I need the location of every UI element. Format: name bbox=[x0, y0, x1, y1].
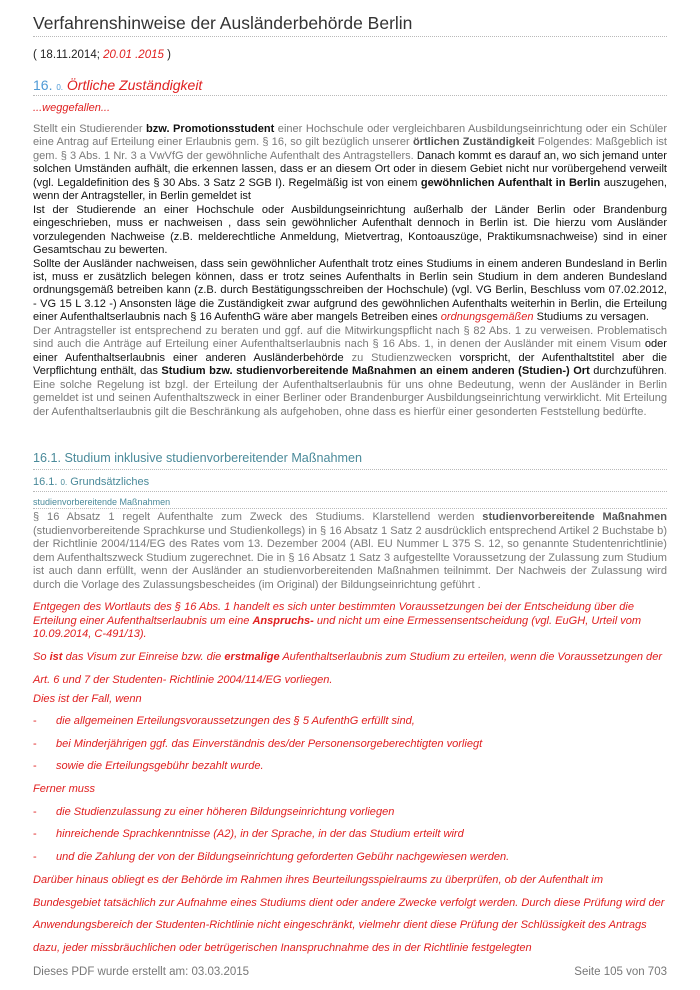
red-paragraph-beurteilung: Darüber hinaus obliegt es der Behörde im Rahmen ihres Beurteilungsspielraums zu überprüfen, ob der Aufenthalt im Bundesgebiet tatsächlich zur Aufnahme eines Studiums dient oder andere Zwecke verfolgt werden. Durch diese Prüfung wird der Anwendungsbereich der Studenten-Richtlinie nicht eingeschränkt, vielmehr dient diese Prüfung der Schlüssigkeit des Antrags dazu, jeder missbräuchlichen oder betrügerischen Inanspruchnahme des in der Richtlinie festgelegten bbox=[33, 874, 665, 954]
list-item-text: bei Minderjährigen ggf. das Einverständnis des/der Personensorgeberechtigten vorliegt bbox=[56, 738, 483, 750]
subsection-marker: 0. bbox=[60, 478, 68, 487]
title-divider bbox=[33, 36, 667, 37]
text-bold: erstmalige bbox=[224, 651, 280, 663]
red-paragraph-fall: Dies ist der Fall, wenn bbox=[33, 693, 142, 705]
text-run-dark: Danach kommt es darauf an, wo sich jemand unter solchen Umständen aufhält, die erkennen lassen, dass er an diesem Ort oder in diesem Gebiet nicht nur vorübergehend verweilt (vgl. Legaldefinition des § 30 Abs. 3 Satz 2 SGB I). Regelmäßig ist von einem bbox=[33, 149, 667, 189]
section-16-heading bbox=[33, 77, 202, 93]
text-run: Der Antragsteller ist entsprechend zu beraten und ggf. auf die Mitwirkungspflicht nach § 82 Abs. 1 zu verweisen. Problematisch sind auch die Anträge auf Erteilung einer Aufenthaltserlaubnis nach § 16 Abs. 1, in denen der Ausländer mit einem Visum bbox=[33, 324, 667, 351]
bullet-dash: - bbox=[33, 851, 37, 863]
text-run: (studienvorbereitende Sprachkurse und Studienkollegs) in § 16 Absatz 1 Satz 2 ausdrücklich entsprechend Artikel 2 Buchstabe b) der Richtlinie 2004/114/EG des Rates vom 13. Dezember 2004 (ABl. EU Nummer L 375 S. 12, so genannte Studentenrichtlinie) dem Aufenthaltszweck Studium zugerechnet. Die in § 16 Absatz 1 Satz 3 aufgestellte Voraussetzung der Zulassung zum Studium ist auch dann erfüllt, wenn der Ausländer an studienvorbereitenden Maßnahmen teilnimmt. Der Nachweis der Zulassung wird durch die Vorlage des Zulassungsbescheides (im Original) der Bildungseinrichtung geführt . bbox=[33, 524, 667, 591]
paragraph-nachweis: Ist der Studierende an einer Hochschule oder Ausbildungseinrichtung außerhalb der Länder Berlin oder Brandenburg eingeschrieben, muss er nachweisen , dass sein gewöhnlicher Aufenthalt dennoch in Berlin ist. Die hierzu vom Ausländer vorzulegenden Nachweise (z.B. melderechtliche Anmeldung, Mietvertrag, Kontoauszüge, Praktikumsnachweise) sind in einer Gesamtschau zu bewerten. bbox=[33, 203, 667, 257]
bullet-dash: - bbox=[33, 760, 37, 772]
text-run-dark: auszugehen, wenn der Antragsteller, in Berlin gemeldet ist bbox=[33, 176, 667, 203]
text-run-dark: vorspricht, der Aufenthaltstitel aber die Verpflichtung enthält, das bbox=[33, 351, 667, 378]
text-bold: ist bbox=[49, 651, 63, 663]
red-paragraph-ferner: Ferner muss bbox=[33, 783, 95, 795]
text-run-dark: Studiums zu versagen. bbox=[533, 311, 649, 324]
subsection-heading bbox=[33, 476, 149, 488]
text-run-dark: durchzuführen bbox=[589, 365, 664, 378]
text-bold: gewöhnlichen Aufenthalt in Berlin bbox=[420, 176, 601, 189]
text-bold: bzw. Promotionsstudent bbox=[146, 123, 275, 135]
list-item-text: und die Zahlung der von der Bildungseinrichtung geforderten Gebühr nachgewiesen werden. bbox=[56, 851, 510, 863]
red-paragraph-anspruch bbox=[33, 601, 667, 642]
section-16-1-heading: 16.1. Studium inklusive studienvorbereitender Maßnahmen bbox=[33, 451, 363, 465]
version-dates bbox=[33, 49, 171, 61]
text-run: einer Hochschule oder vergleichbaren Ausbildungseinrichtung oder ein Schüler eine Antrag auf Erteilung einer Erlaubnis gem. § 16, so gilt bezüglich unserer bbox=[33, 123, 668, 149]
text-run: zu Studienzwecken bbox=[343, 351, 460, 364]
text-red-italic: ordnungsgemäßen bbox=[440, 311, 534, 324]
bullet-dash: - bbox=[33, 806, 37, 818]
red-paragraph-visum bbox=[33, 646, 667, 691]
body-text-zustaendigkeit bbox=[33, 123, 667, 419]
body-text-studium bbox=[33, 511, 667, 592]
text-run: Folgendes: Maßgeblich ist gem. § 3 Abs. 1 Nr. 3 a VwVfG der gewöhnliche Aufenthalt des Antragstellers. bbox=[33, 136, 667, 162]
text-run: . Eine solche Regelung ist bzgl. der Erteilung der Aufenthaltserlaubnis für uns ohne Bedeutung, wenn der Ausländer in Berlin gemeldet ist und seinen Aufenthaltszweck in einer Berliner oder Brandenburger Ausbildungseinrichtung verwirklicht. Mit Erteilung der Aufenthaltserlaubnis gilt die Beschränkung als aufgehoben, ohne dass es hierfür einer gesonderten Feststellung bedürfte. bbox=[33, 365, 667, 418]
text-run: Aufenthaltserlaubnis zum Studium zu erteilen, wenn die Voraussetzungen der Art. 6 und 7 der Studenten- Richtlinie 2004/114/EG vorliegen. bbox=[33, 651, 663, 686]
topic-label: studienvorbereitende Maßnahmen bbox=[33, 497, 171, 507]
text-run: das Visum zur Einreise bzw. die bbox=[62, 651, 225, 663]
date-updated: 20.01 .2015 bbox=[103, 49, 164, 61]
subsection-number: 16.1. bbox=[33, 476, 58, 488]
page-footer bbox=[33, 966, 667, 978]
text-bold: Studium bzw. studienvorbereitende Maßnahmen an einem anderen (Studien-) Ort bbox=[161, 365, 590, 378]
topic-divider bbox=[33, 508, 667, 509]
list-item-text: sowie die Erteilungsgebühr bezahlt wurde. bbox=[56, 760, 264, 772]
footer-page-number: Seite 105 von 703 bbox=[574, 966, 667, 978]
section-title: Örtliche Zuständigkeit bbox=[66, 77, 203, 93]
page-title: Verfahrenshinweise der Ausländerbehörde Berlin bbox=[33, 13, 413, 33]
text-run-dark: Sollte der Ausländer nachweisen, dass sein gewöhnlicher Aufenthalt trotz eines Studiums in einem anderen Bundesland in Berlin ist, muss er zusätzlich belegen können, dass er trotz seines Aufenthalts in Berlin sein Studium in dem anderen Bundesland ordnungsgemäß betreiben kann (z.B. durch Bestätigungsschreiben der Hochschule) (vgl. VG Berlin, Beschluss vom 07.02.2012, - VG 15 L 3.12 -) Ansonsten läge die Zuständigkeit zwar aufgrund des gewöhnlichen Aufenthalts weiterhin in Berlin, die Erteilung einer Aufenthaltserlaubnis nach § 16 AufenthG wäre aber mangels Betreiben eines bbox=[33, 257, 667, 324]
date-prefix: ( 18.11.2014; bbox=[33, 49, 104, 61]
section-marker: 0. bbox=[56, 83, 64, 92]
list-item-text: die allgemeinen Erteilungsvoraussetzungen des § 5 AufenthG erfüllt sind, bbox=[56, 715, 415, 727]
text-bold: Anspruchs- bbox=[252, 614, 314, 627]
text-run: § 16 Absatz 1 regelt Aufenthalte zum Zweck des Studiums. Klarstellend werden bbox=[33, 511, 483, 523]
footer-created-date: Dieses PDF wurde erstellt am: 03.03.2015 bbox=[33, 966, 250, 978]
section-number: 16. bbox=[33, 77, 53, 93]
list-item-text: hinreichende Sprachkenntnisse (A2), in der Sprache, in der das Studium erteilt wird bbox=[56, 828, 464, 840]
bullet-dash: - bbox=[33, 715, 37, 727]
list-item-text: die Studienzulassung zu einer höheren Bildungseinrichtung vorliegen bbox=[56, 806, 395, 818]
bullet-dash: - bbox=[33, 828, 37, 840]
subsection-divider bbox=[33, 491, 667, 492]
text-run: So bbox=[33, 651, 50, 663]
text-run-dark: oder einer Aufenthaltserlaubnis einer anderen Ausländerbehörde bbox=[33, 338, 667, 364]
removed-note: ...weggefallen... bbox=[33, 102, 111, 114]
text-run: Stellt ein Studierender bbox=[33, 123, 147, 135]
date-suffix: ) bbox=[163, 49, 171, 61]
section-divider bbox=[33, 95, 667, 96]
text-bold: örtlichen Zuständigkeit bbox=[412, 136, 535, 149]
bullet-dash: - bbox=[33, 738, 37, 750]
subsection-title: Grundsätzliches bbox=[70, 476, 150, 488]
text-bold: studienvorbereitende Maßnahmen bbox=[482, 511, 667, 523]
text-run: und nicht um eine Ermessensentscheidung (vgl. EuGH, Urteil vom 10.09.2014, C-491/13). bbox=[33, 614, 642, 640]
text-run: Entgegen des Wortlauts des § 16 Abs. 1 handelt es sich unter bestimmten Voraussetzungen bei der Entscheidung über die Erteilung einer Aufenthaltserlaubnis um eine bbox=[33, 601, 634, 627]
section-divider bbox=[33, 469, 667, 470]
